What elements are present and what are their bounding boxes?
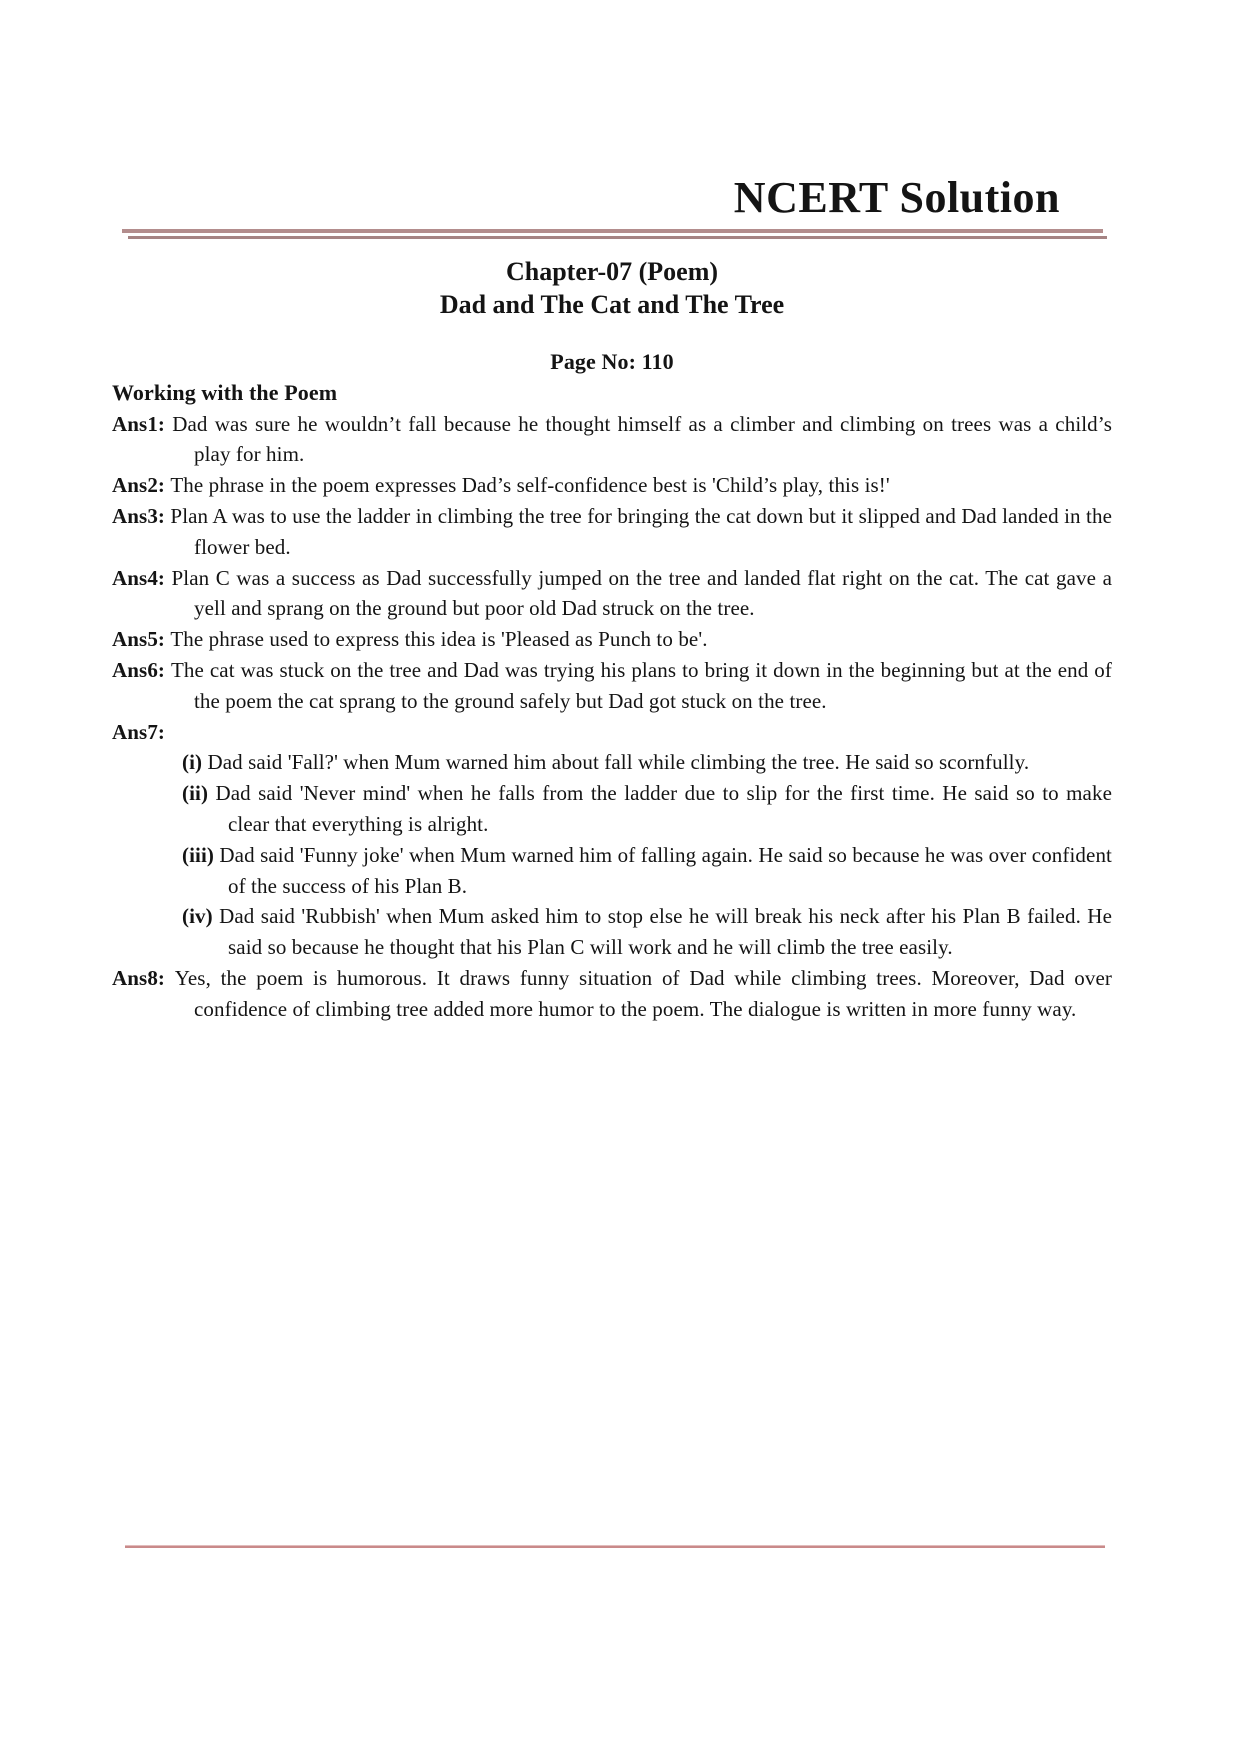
answer-paragraph [112,470,1112,501]
subitem-text: Dad said 'Fall?' when Mum warned him about fall while climbing the tree. He said so scornfully. [207,750,1030,775]
answer-text: Dad was sure he wouldn’t fall because he thought himself as a climber and climbing on trees was a child’s play for him. [172,411,1112,467]
answer-subitem [112,778,1112,840]
subitem-label: (iv) [182,904,220,929]
answer-text: Yes, the poem is humorous. It draws funny situation of Dad while climbing trees. Moreover, Dad over confidence of climbing tree added more humor to the poem. The dialogue is written in more funny way. [174,965,1112,1021]
chapter-title-line2: Dad and The Cat and The Tree [439,290,785,319]
subitem-label: (iii) [182,842,220,867]
doc-title: NCERT Solution [733,173,1060,222]
subitem-text: Dad said 'Never mind' when he falls from the ladder due to slip for the first time. He said so to make clear that everything is alright. [215,781,1113,836]
header-rule-bottom-line [128,236,1107,239]
answer-label: Ans4: [112,565,172,590]
answer-text: The phrase in the poem expresses Dad’s self-confidence best is 'Child’s play, this is!' [170,473,890,498]
subitem-label: (ii) [182,781,216,806]
answer-paragraph [112,409,1112,471]
answer-text: Plan A was to use the ladder in climbing the tree for bringing the cat down but it slipped and Dad landed in the flower bed. [170,503,1112,559]
answer-subitem [112,840,1112,902]
answer-text: The cat was stuck on the tree and Dad was trying his plans to bring it down in the beginning but at the end of the poem the cat sprang to the ground safely but Dad got stuck on the tree. [170,657,1112,713]
answer-paragraph [112,655,1112,717]
subitem-label: (i) [182,750,208,775]
chapter-title-line1: Chapter-07 (Poem) [505,257,719,286]
answer-text: The phrase used to express this idea is 'Pleased as Punch to be'. [170,627,708,652]
answer-paragraph [112,563,1112,625]
document-body [112,347,1112,1025]
subitem-text: Dad said 'Rubbish' when Mum asked him to stop else he will break his neck after his Plan B failed. He said so because he thought that his Plan C will work and he will climb the tree easily. [219,904,1112,960]
answer-subitem [112,901,1112,963]
answer-paragraph [112,624,1112,655]
footer-rule-dark-line [125,1546,1105,1548]
page-number-label: Page No: 110 [550,349,674,374]
answer-label: Ans3: [112,503,171,528]
header-rule-top-line [122,229,1103,233]
subitem-text: Dad said 'Funny joke' when Mum warned him of falling again. He said so because he was over confident of the success of his Plan B. [219,842,1112,898]
footer-rule [125,1545,1105,1548]
answer-paragraph [112,501,1112,563]
answer-paragraph [112,963,1112,1025]
header-double-rule [122,229,1107,239]
answer-paragraph [112,717,1112,748]
chapter-heading [112,255,1112,321]
answer-label: Ans6: [112,657,171,682]
answer-label: Ans1: [112,411,173,436]
answer-label: Ans7: [112,719,166,744]
answers-list [112,409,1112,1025]
answer-text: Plan C was a success as Dad successfully jumped on the tree and landed flat right on the cat. The cat gave a yell and sprang on the ground but poor old Dad struck on the tree. [171,565,1112,621]
answer-label: Ans8: [112,965,175,990]
answer-subitem [112,747,1112,778]
section-heading: Working with the Poem [112,379,338,405]
answer-label: Ans5: [112,627,171,652]
answer-label: Ans2: [112,473,171,498]
